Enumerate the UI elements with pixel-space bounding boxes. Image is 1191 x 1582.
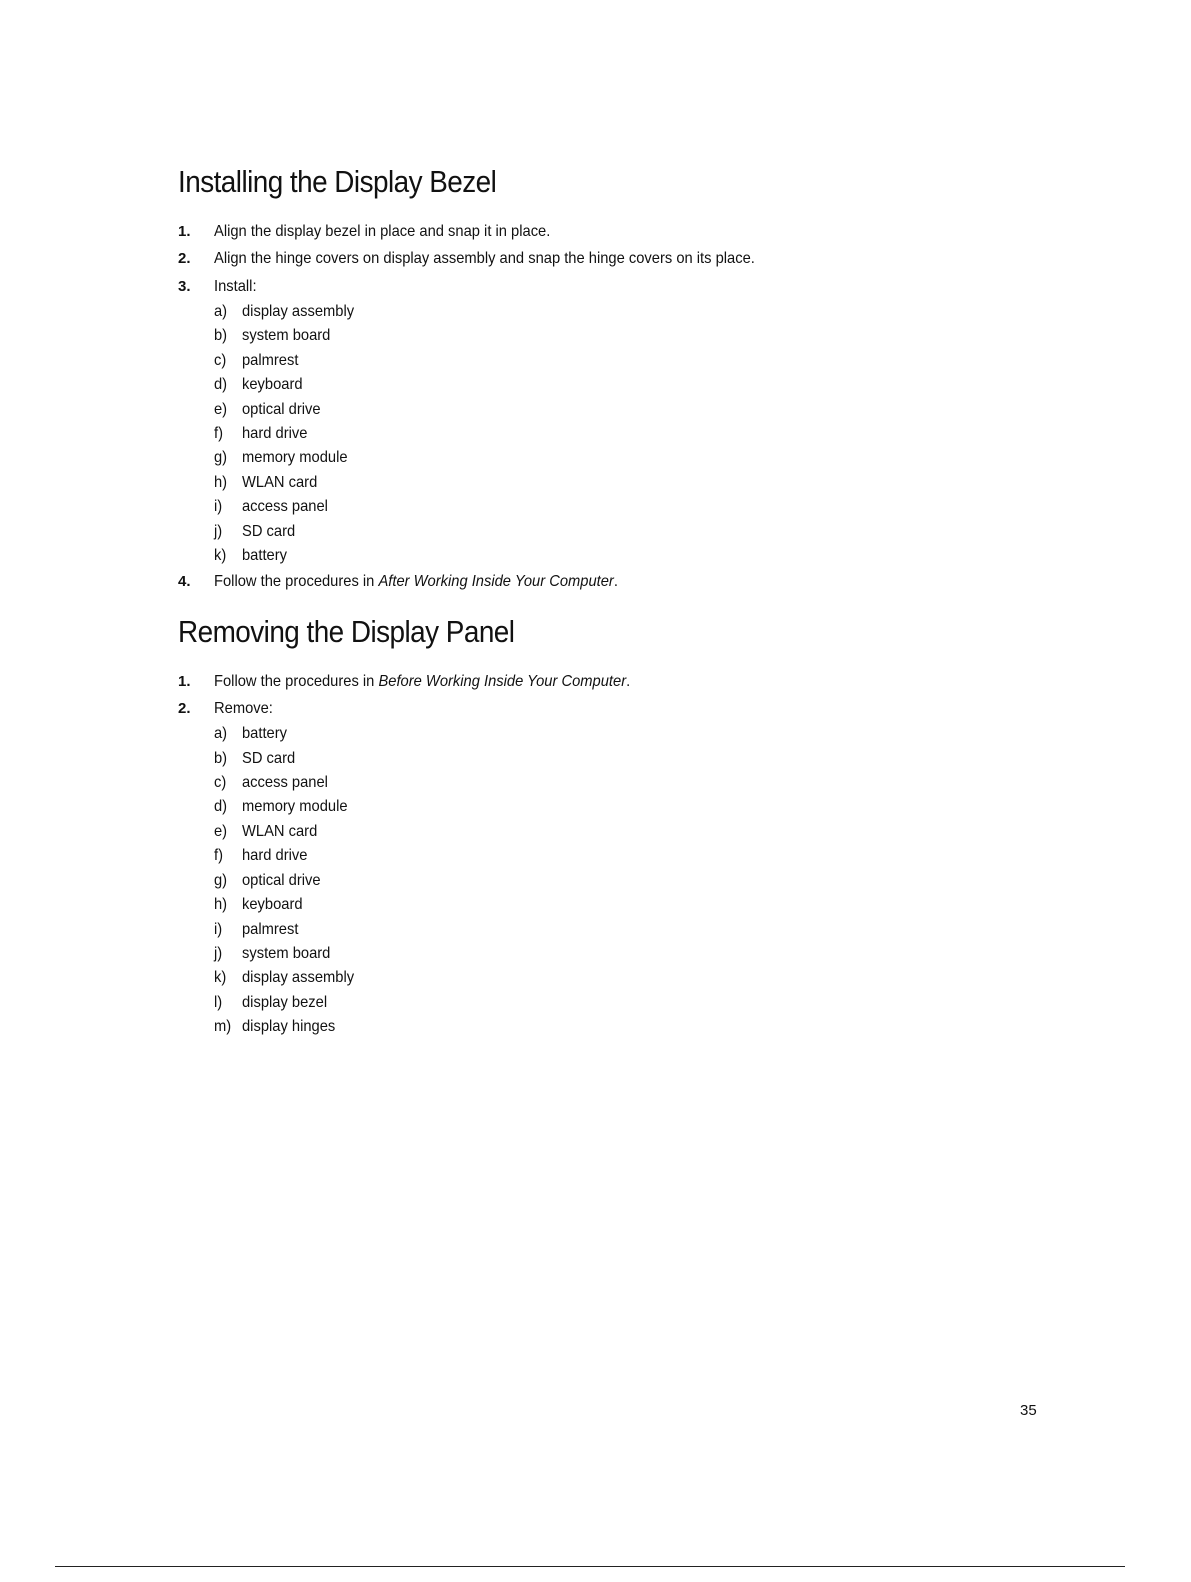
step-item	[178, 218, 1078, 245]
list-letter: e)	[214, 822, 228, 840]
step-list	[178, 668, 1078, 1040]
step-text-main: Follow the procedures in	[214, 573, 379, 591]
component-list-item	[214, 544, 1078, 568]
step-number: 4.	[178, 573, 191, 591]
list-letter: g)	[214, 871, 228, 889]
list-letter: a)	[214, 725, 228, 743]
component-list-item	[214, 520, 1078, 544]
step-text	[214, 218, 550, 245]
list-letter: a)	[214, 302, 228, 320]
list-letter: i)	[214, 498, 223, 516]
list-letter: h)	[214, 473, 228, 491]
component-name: optical drive	[242, 400, 321, 418]
step-number: 1.	[178, 223, 191, 240]
step-number: 2.	[178, 699, 191, 717]
document-reference: Before Working Inside Your Computer	[378, 672, 627, 690]
step-text-main: Follow the procedures in	[214, 672, 379, 690]
component-list-item	[214, 422, 1078, 446]
component-name: optical drive	[242, 871, 321, 889]
list-letter: j)	[214, 944, 223, 962]
component-name: battery	[242, 725, 288, 743]
step-item	[178, 668, 1078, 695]
component-name: battery	[242, 546, 288, 564]
step-item	[178, 695, 1078, 1040]
step-item	[178, 568, 1078, 595]
step-text	[214, 668, 630, 695]
step-text	[214, 245, 755, 272]
component-name: keyboard	[242, 376, 303, 394]
step-text-main: Align the hinge covers on display assembly and snap the hinge covers on its place.	[214, 250, 755, 268]
page-number: 35	[1020, 1402, 1037, 1419]
component-name: display hinges	[242, 1018, 336, 1036]
component-list-item	[214, 349, 1078, 373]
section-title: Removing the Display Panel	[178, 613, 515, 649]
component-name: memory module	[242, 449, 348, 467]
component-list-item	[214, 495, 1078, 519]
component-name: display assembly	[242, 302, 355, 320]
component-name: WLAN card	[242, 473, 318, 491]
component-list	[214, 300, 1078, 568]
list-letter: b)	[214, 749, 228, 767]
list-letter: c)	[214, 351, 227, 369]
component-list-item	[214, 471, 1078, 495]
step-text-suffix: .	[626, 672, 631, 690]
list-letter: l)	[214, 993, 223, 1011]
component-name: hard drive	[242, 847, 308, 865]
component-list-item	[214, 771, 1078, 795]
step-text	[214, 568, 618, 595]
list-letter: k)	[214, 969, 227, 987]
list-letter: f)	[214, 424, 223, 442]
component-name: WLAN card	[242, 822, 318, 840]
component-list-item	[214, 300, 1078, 324]
component-name: palmrest	[242, 351, 299, 369]
list-letter: b)	[214, 327, 228, 345]
component-name: system board	[242, 327, 331, 345]
list-letter: c)	[214, 774, 227, 792]
step-number: 2.	[178, 250, 191, 268]
component-name: display bezel	[242, 993, 328, 1011]
step-text-main: Install:	[214, 277, 257, 295]
component-name: hard drive	[242, 424, 308, 442]
section-title: Installing the Display Bezel	[178, 164, 497, 199]
component-name: palmrest	[242, 920, 299, 938]
component-name: access panel	[242, 498, 328, 516]
component-list-item	[214, 795, 1078, 819]
list-letter: f)	[214, 847, 223, 865]
list-letter: e)	[214, 400, 228, 418]
component-list-item	[214, 398, 1078, 422]
document-reference: After Working Inside Your Computer	[378, 573, 614, 591]
section	[178, 610, 1078, 1040]
step-text-suffix: .	[613, 573, 618, 591]
component-name: SD card	[242, 522, 296, 540]
component-list	[214, 722, 1078, 1039]
component-name: SD card	[242, 749, 296, 767]
component-list-item	[214, 722, 1078, 746]
component-name: access panel	[242, 774, 328, 792]
step-list	[178, 218, 1078, 596]
list-letter: i)	[214, 920, 223, 938]
component-list-item	[214, 747, 1078, 771]
component-list-item	[214, 918, 1078, 942]
page-content	[178, 160, 1078, 1040]
component-name: memory module	[242, 798, 348, 816]
footer-rule	[55, 1566, 1125, 1567]
step-number: 3.	[178, 277, 191, 295]
component-list-item	[214, 1015, 1078, 1039]
list-letter: g)	[214, 449, 228, 467]
component-list-item	[214, 373, 1078, 397]
step-text-main: Remove:	[214, 699, 273, 717]
section	[178, 160, 1078, 596]
step-item	[178, 273, 1078, 569]
step-item	[178, 245, 1078, 272]
list-letter: k)	[214, 546, 227, 564]
list-letter: d)	[214, 376, 228, 394]
list-letter: d)	[214, 798, 228, 816]
step-text-main: Align the display bezel in place and snap it in place.	[214, 223, 551, 240]
step-number: 1.	[178, 672, 191, 690]
component-list-item	[214, 942, 1078, 966]
component-name: keyboard	[242, 896, 303, 914]
component-list-item	[214, 893, 1078, 917]
component-name: display assembly	[242, 969, 355, 987]
component-list-item	[214, 966, 1078, 990]
step-text	[214, 695, 273, 722]
list-letter: h)	[214, 896, 228, 914]
component-list-item	[214, 446, 1078, 470]
list-letter: j)	[214, 522, 223, 540]
component-list-item	[214, 991, 1078, 1015]
component-list-item	[214, 820, 1078, 844]
step-text	[214, 273, 257, 300]
component-list-item	[214, 869, 1078, 893]
list-letter: m)	[214, 1018, 232, 1036]
component-list-item	[214, 324, 1078, 348]
component-name: system board	[242, 944, 331, 962]
component-list-item	[214, 844, 1078, 868]
